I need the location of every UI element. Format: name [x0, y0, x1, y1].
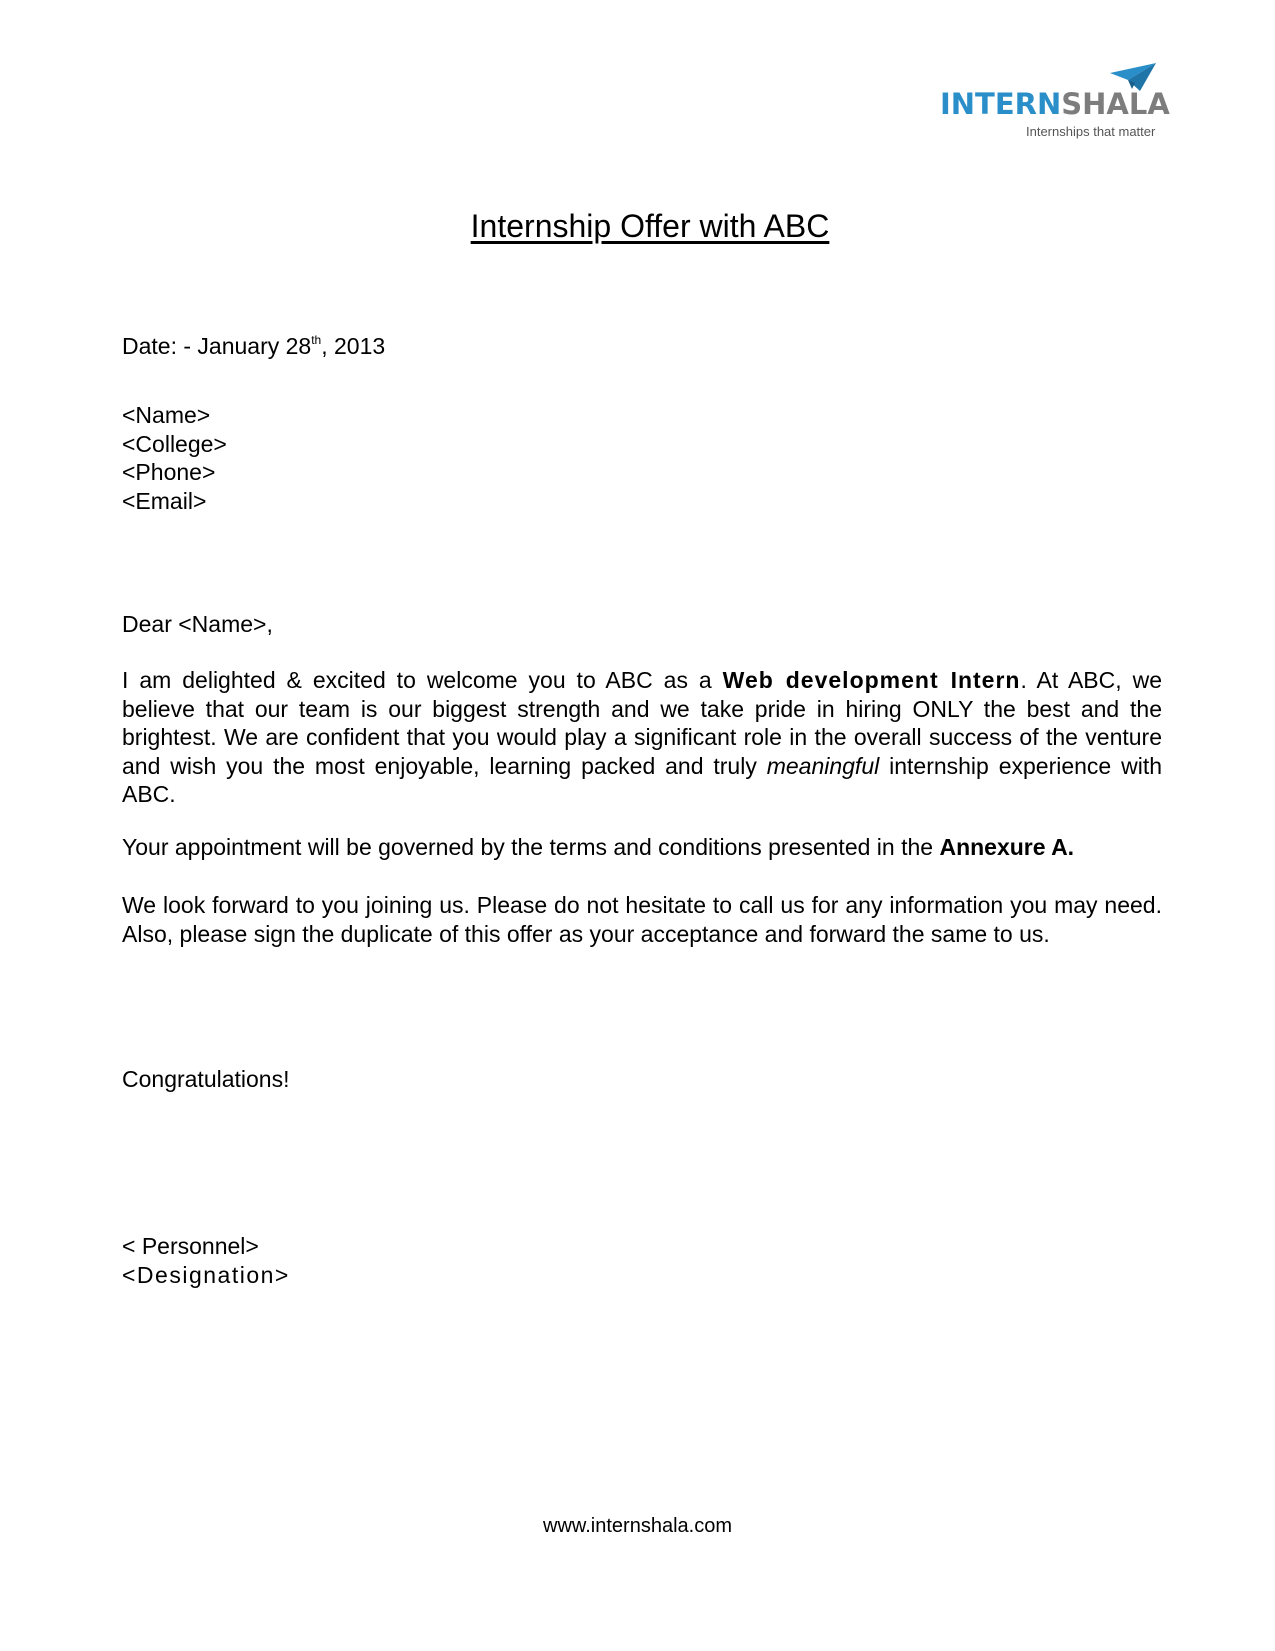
logo-wordmark — [940, 87, 1170, 121]
footer-website: www.internshala.com — [543, 1515, 732, 1537]
welcome-text-1: I am delighted & excited to welcome you to ABC as a — [122, 667, 723, 693]
date-year: , 2013 — [321, 333, 386, 359]
terms-paragraph — [122, 833, 1162, 862]
logo-word-intern: INTERN — [940, 87, 1062, 121]
signature-block — [122, 1232, 1162, 1289]
recipient-email: <Email> — [122, 487, 207, 514]
recipient-block — [122, 401, 1162, 515]
recipient-phone: <Phone> — [122, 459, 216, 485]
emphasis-word: meaningful — [766, 752, 880, 779]
welcome-text-2: . At ABC, we believe that our team is our biggest strength and we take pride in hiring ONLY the best and the brightest. We are confident that you would play a significant role in the overall success of the venture and wish you the most enjoyable, learning packed and truly — [122, 667, 1162, 779]
signature-personnel: < Personnel> — [122, 1233, 259, 1259]
internshala-logo — [940, 58, 1170, 148]
role-title: Web development Intern — [722, 667, 1021, 693]
terms-text: Your appointment will be governed by the terms and conditions presented in the — [122, 834, 940, 860]
logo-tagline: Internships that matter — [1026, 124, 1156, 139]
signature-designation: <Designation> — [122, 1261, 290, 1288]
letter-title: Internship Offer with ABC — [470, 208, 830, 244]
recipient-name: <Name> — [122, 402, 211, 428]
closing-line: Congratulations! — [122, 1066, 290, 1092]
annexure-reference: Annexure A. — [939, 834, 1075, 860]
acceptance-paragraph: We look forward to you joining us. Please do not hesitate to call us for any information you may need. Also, please sign the duplicate of this offer as your acceptance and forward the same to us. — [122, 892, 1162, 947]
welcome-text-3: internship experience with ABC. — [122, 752, 1162, 807]
date-ordinal: th — [311, 333, 322, 347]
salutation: Dear <Name>, — [122, 611, 273, 637]
letter-date — [122, 332, 1162, 361]
welcome-paragraph — [122, 666, 1162, 809]
recipient-college: <College> — [122, 430, 227, 457]
logo-word-shala: SHALA — [1061, 87, 1170, 121]
date-prefix: Date: - January 28 — [122, 333, 312, 359]
